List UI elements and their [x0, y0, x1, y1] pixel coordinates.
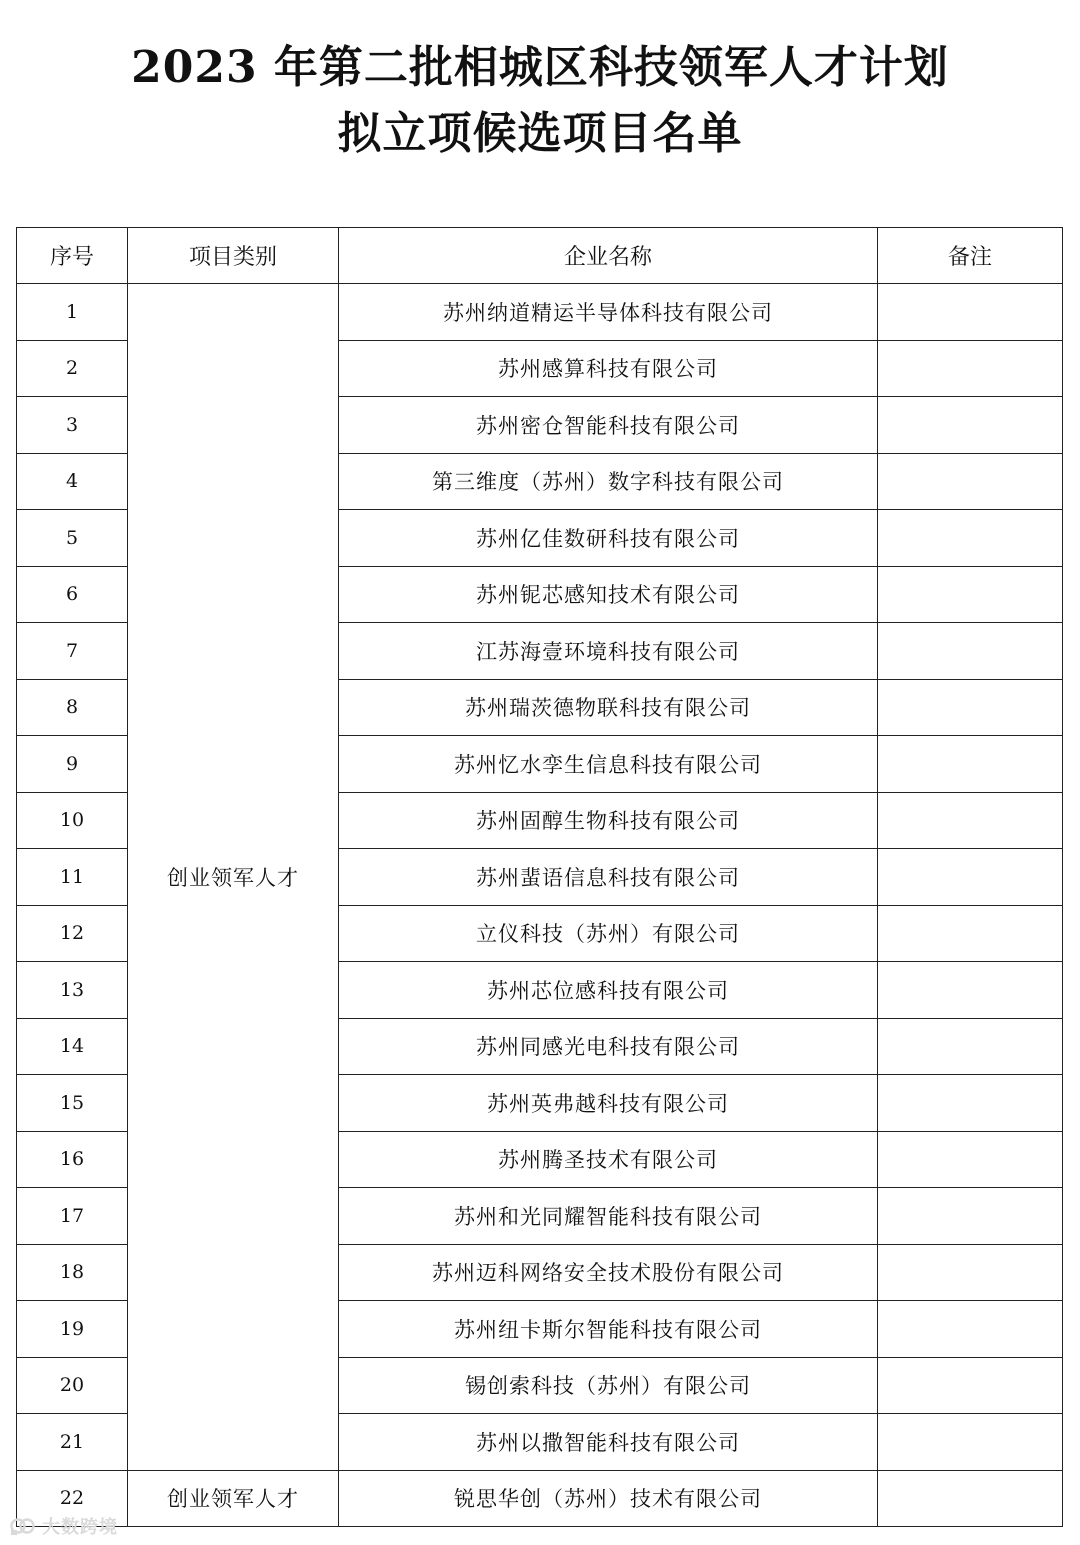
company-name: 苏州忆水孪生信息科技有限公司 [339, 736, 878, 793]
watermark-text: 大数跨境 [42, 1517, 118, 1538]
company-name: 苏州固醇生物科技有限公司 [339, 792, 878, 849]
company-name: 苏州芯位感科技有限公司 [339, 962, 878, 1019]
row-seq: 13 [17, 962, 128, 1019]
row-seq: 22 [17, 1470, 128, 1527]
row-seq: 5 [17, 510, 128, 567]
brand-logo-icon [10, 1515, 36, 1537]
remark-cell [878, 1301, 1063, 1358]
remark-cell [878, 1131, 1063, 1188]
row-seq: 4 [17, 453, 128, 510]
remark-cell [878, 679, 1063, 736]
row-seq: 10 [17, 792, 128, 849]
row-seq: 16 [17, 1131, 128, 1188]
row-seq: 19 [17, 1301, 128, 1358]
remark-cell [878, 1188, 1063, 1245]
row-seq: 1 [17, 284, 128, 341]
company-name: 第三维度（苏州）数字科技有限公司 [339, 453, 878, 510]
row-seq: 15 [17, 1075, 128, 1132]
row-seq: 14 [17, 1018, 128, 1075]
remark-cell [878, 1075, 1063, 1132]
remark-cell [878, 623, 1063, 680]
company-name: 苏州纽卡斯尔智能科技有限公司 [339, 1301, 878, 1358]
row-seq: 2 [17, 340, 128, 397]
company-name: 苏州以撒智能科技有限公司 [339, 1414, 878, 1471]
remark-cell [878, 792, 1063, 849]
row-seq: 9 [17, 736, 128, 793]
row-seq: 12 [17, 905, 128, 962]
row-seq: 21 [17, 1414, 128, 1471]
company-name: 苏州同感光电科技有限公司 [339, 1018, 878, 1075]
company-name: 苏州腾圣技术有限公司 [339, 1131, 878, 1188]
header-remark: 备注 [878, 228, 1063, 284]
row-seq: 17 [17, 1188, 128, 1245]
category-cell: 创业领军人才 [128, 284, 339, 1471]
company-name: 立仪科技（苏州）有限公司 [339, 905, 878, 962]
company-name: 苏州迈科网络安全技术股份有限公司 [339, 1244, 878, 1301]
company-name: 苏州和光同耀智能科技有限公司 [339, 1188, 878, 1245]
row-seq: 6 [17, 566, 128, 623]
remark-cell [878, 1357, 1063, 1414]
remark-cell [878, 284, 1063, 341]
company-name: 苏州瑞茨德物联科技有限公司 [339, 679, 878, 736]
category-cell: 创业领军人才 [128, 1470, 339, 1527]
remark-cell [878, 397, 1063, 454]
watermark [10, 1512, 118, 1540]
row-seq: 3 [17, 397, 128, 454]
header-category: 项目类别 [128, 228, 339, 284]
remark-cell [878, 849, 1063, 906]
remark-cell [878, 510, 1063, 567]
document-title-line1: 2023 年第二批相城区科技领军人才计划 [131, 42, 949, 93]
company-name: 苏州纳道精运半导体科技有限公司 [339, 284, 878, 341]
company-name: 苏州亿佳数研科技有限公司 [339, 510, 878, 567]
company-name: 苏州蜚语信息科技有限公司 [339, 849, 878, 906]
remark-cell [878, 340, 1063, 397]
remark-cell [878, 1470, 1063, 1527]
row-seq: 20 [17, 1357, 128, 1414]
company-name: 苏州铌芯感知技术有限公司 [339, 566, 878, 623]
table-row [17, 1470, 1063, 1527]
document-title-line2: 拟立项候选项目名单 [337, 108, 743, 159]
remark-cell [878, 1414, 1063, 1471]
remark-cell [878, 1244, 1063, 1301]
header-company: 企业名称 [339, 228, 878, 284]
header-seq: 序号 [17, 228, 128, 284]
company-name: 锡创索科技（苏州）有限公司 [339, 1357, 878, 1414]
remark-cell [878, 736, 1063, 793]
remark-cell [878, 1018, 1063, 1075]
remark-cell [878, 566, 1063, 623]
company-name: 江苏海壹环境科技有限公司 [339, 623, 878, 680]
remark-cell [878, 453, 1063, 510]
remark-cell [878, 905, 1063, 962]
row-seq: 8 [17, 679, 128, 736]
candidate-project-table [16, 227, 1063, 1527]
table-header-row [17, 228, 1063, 284]
table-row [17, 284, 1063, 341]
row-seq: 7 [17, 623, 128, 680]
company-name: 锐思华创（苏州）技术有限公司 [339, 1470, 878, 1527]
row-seq: 11 [17, 849, 128, 906]
company-name: 苏州感算科技有限公司 [339, 340, 878, 397]
company-name: 苏州密仓智能科技有限公司 [339, 397, 878, 454]
remark-cell [878, 962, 1063, 1019]
row-seq: 18 [17, 1244, 128, 1301]
company-name: 苏州英弗越科技有限公司 [339, 1075, 878, 1132]
